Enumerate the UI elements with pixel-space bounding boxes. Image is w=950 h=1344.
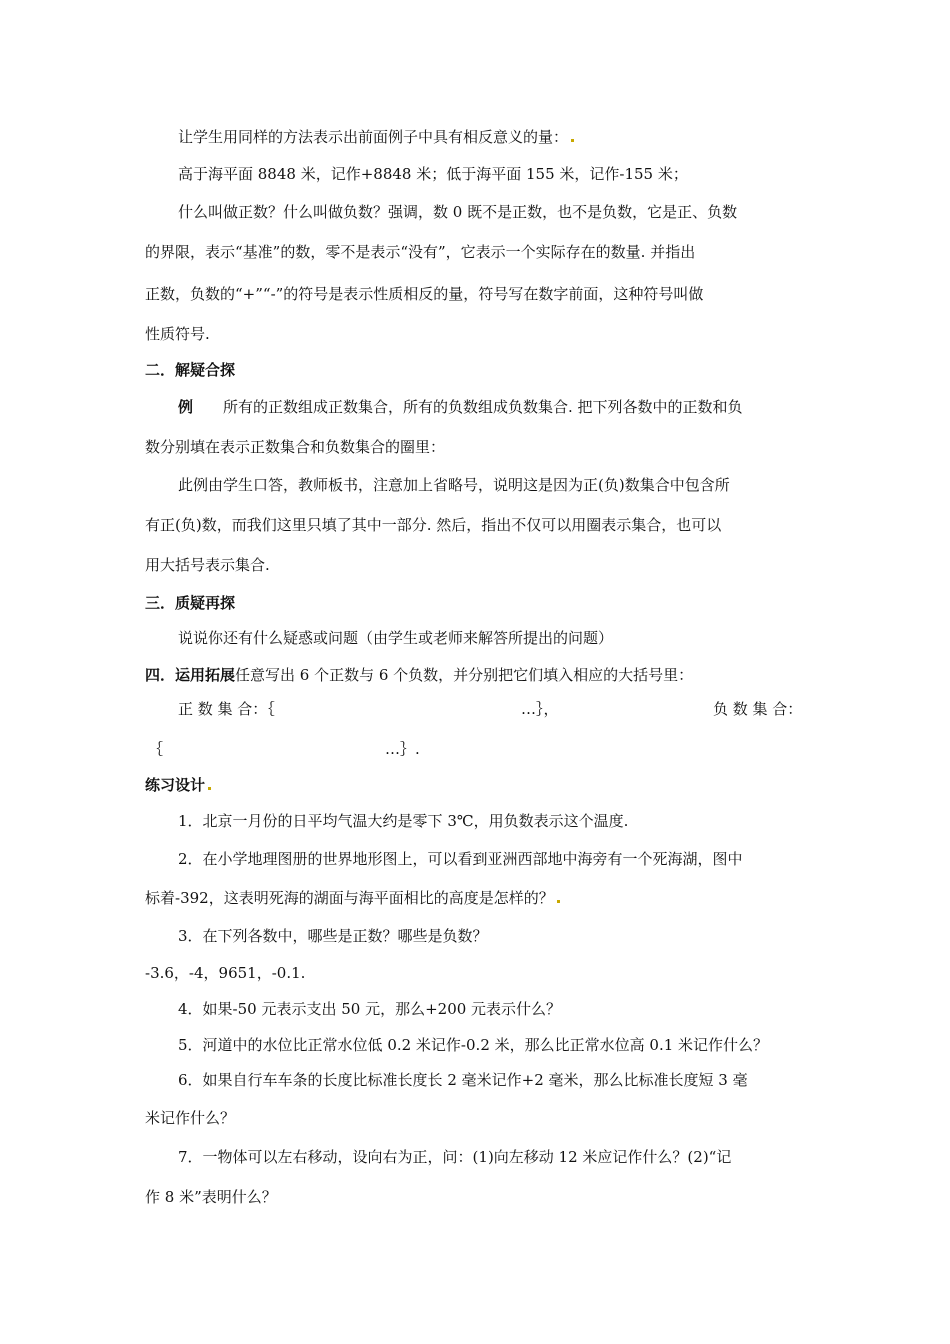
negative-set-open: ｛ bbox=[148, 740, 164, 758]
question-numbers: -3.6，-4，9651，-0.1. bbox=[145, 964, 306, 982]
paragraph-line: 数分别填在表示正数集合和负数集合的圈里： bbox=[145, 438, 446, 456]
question-item: 1．北京一月份的日平均气温大约是零下 3℃，用负数表示这个温度. bbox=[178, 812, 629, 830]
section-heading: 三．质疑再探 bbox=[145, 594, 236, 612]
question-item: 4．如果-50 元表示支出 50 元，那么+200 元表示什么？ bbox=[178, 1000, 562, 1018]
paragraph-line: 性质符号. bbox=[145, 325, 210, 343]
marker-dot bbox=[208, 787, 211, 790]
paragraph-line: 让学生用同样的方法表示出前面例子中具有相反意义的量： bbox=[178, 126, 574, 148]
section-heading: 二．解疑合探 bbox=[145, 361, 236, 379]
question-item: 米记作什么？ bbox=[145, 1109, 236, 1127]
paragraph-line: 有正(负)数，而我们这里只填了其中一部分. 然后，指出不仅可以用圈表示集合，也可以 bbox=[145, 516, 722, 534]
paragraph-line: 四．运用拓展任意写出 6 个正数与 6 个负数，并分别把它们填入相应的大括号里： bbox=[145, 666, 694, 684]
question-item: 6．如果自行车车条的长度比标准长度长 2 毫米记作+2 毫米，那么比标准长度短 3 毫 bbox=[178, 1071, 748, 1089]
paragraph-line: 什么叫做正数？什么叫做负数？强调，数 0 既不是正数，也不是负数，它是正、负数 bbox=[178, 203, 738, 221]
marker-dot bbox=[571, 139, 574, 142]
marker-dot bbox=[557, 900, 560, 903]
paragraph-line: 高于海平面 8848 米，记作+8848 米；低于海平面 155 米，记作-155 米； bbox=[178, 165, 688, 183]
example-label: 例 bbox=[178, 398, 194, 416]
paragraph-line: 的界限，表示“基准”的数，零不是表示“没有”，它表示一个实际存在的数量. 并指出 bbox=[145, 243, 696, 261]
positive-set-label: 正 数 集 合：｛ bbox=[178, 700, 275, 718]
section-heading: 练习设计 bbox=[145, 774, 211, 796]
paragraph-line: 用大括号表示集合. bbox=[145, 556, 270, 574]
question-item: 作 8 米”表明什么？ bbox=[145, 1188, 277, 1206]
paragraph-line: 正数，负数的“+”“-”的符号是表示性质相反的量，符号写在数字前面，这种符号叫做 bbox=[145, 285, 704, 303]
question-item: 2．在小学地理图册的世界地形图上，可以看到亚洲西部地中海旁有一个死海湖，图中 bbox=[178, 850, 743, 868]
positive-set-end: …｝， bbox=[521, 700, 559, 718]
paragraph-line: 例 所有的正数组成正数集合，所有的负数组成负数集合. 把下列各数中的正数和负 bbox=[178, 398, 743, 416]
question-item: 标着-392，这表明死海的湖面与海平面相比的高度是怎样的？ bbox=[145, 887, 560, 909]
paragraph-line: 此例由学生口答，教师板书，注意加上省略号，说明这是因为正(负)数集合中包含所 bbox=[178, 476, 730, 494]
section-heading: 四．运用拓展 bbox=[145, 666, 236, 684]
question-item: 7．一物体可以左右移动，设向右为正，问：(1)向左移动 12 米应记作什么？(2)“记 bbox=[178, 1148, 732, 1166]
negative-set-end: …｝. bbox=[385, 740, 420, 758]
paragraph-line: 说说你还有什么疑惑或问题（由学生或老师来解答所提出的问题） bbox=[178, 629, 614, 647]
negative-set-label: 负 数 集 合： bbox=[713, 700, 803, 718]
question-item: 3．在下列各数中，哪些是正数？哪些是负数？ bbox=[178, 927, 488, 945]
question-item: 5．河道中的水位比正常水位低 0.2 米记作-0.2 米，那么比正常水位高 0.1 米记作什么？ bbox=[178, 1036, 769, 1054]
